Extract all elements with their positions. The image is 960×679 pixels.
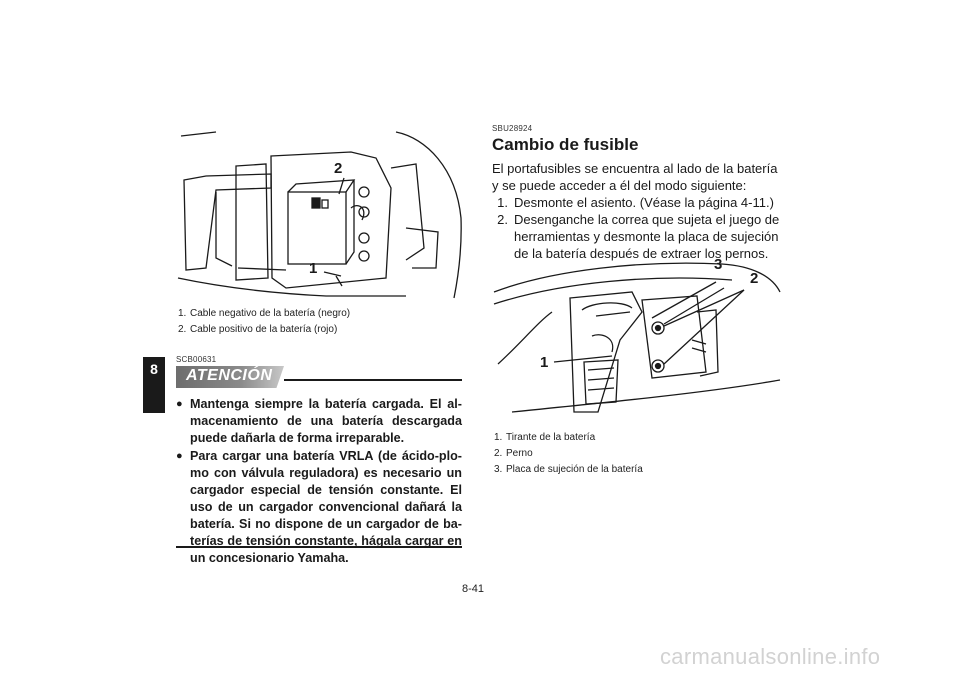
warning-code: SCB00631: [176, 355, 217, 364]
figure2-callout-1: 1: [540, 354, 549, 371]
caption-item: 2. Cable positivo de la batería (rojo): [178, 324, 338, 335]
section-code: SBU28924: [492, 124, 533, 133]
warning-banner: [176, 366, 284, 388]
caption-item: 3. Placa de sujeción de la batería: [494, 464, 643, 475]
figure1-captions: [178, 306, 350, 338]
chapter-tab: 8: [143, 357, 165, 413]
battery-plate-illustration: [492, 252, 782, 422]
caption-item: 2. Perno: [494, 448, 533, 459]
caption-item: 1. Tirante de la batería: [494, 432, 596, 443]
figure1-callout-1: 1: [309, 260, 318, 277]
step-item: 1. Desmonte el asiento. (Véase la página 4-11.): [497, 195, 774, 210]
warning-item: ● Mantenga siempre la batería cargada. El al-macenamiento de una batería descargada puede dañarla de forma irreparable.: [176, 397, 462, 445]
bullet-icon: ●: [176, 398, 183, 410]
warning-title: ATENCIÓN: [186, 367, 273, 384]
warning-block: [176, 355, 462, 568]
warning-item: ● Para cargar una batería VRLA (de ácido-plo-mo con válvula reguladora) es necesario un cargador especial de tensión constante. El uso de un cargador convencional dañará la batería. Si no dispone de un cargador de ba-terías de tensión constante, hágala cargar en un concesionario Yamaha.: [176, 449, 462, 565]
warning-rule-bottom: [176, 546, 462, 548]
warning-list: [176, 396, 462, 567]
section-intro: El portafusibles se encuentra al lado de la batería y se puede acceder a él del modo siguiente:: [492, 161, 778, 193]
battery-illustration: [176, 128, 464, 302]
figure2-callout-3: 3: [714, 256, 723, 273]
warning-rule: [284, 379, 462, 381]
figure2-callout-2: 2: [750, 270, 759, 287]
right-column: [492, 124, 780, 262]
figure1-callout-2: 2: [334, 160, 343, 177]
figure2-captions: [494, 430, 643, 478]
caption-item: 1. Cable negativo de la batería (negro): [178, 308, 351, 319]
bullet-icon: ●: [176, 450, 183, 462]
page-number: 8-41: [462, 583, 485, 595]
section-title: Cambio de fusible: [492, 135, 639, 154]
watermark: carmanualsonline.info: [660, 644, 881, 669]
step-item: 2. Desenganche la correa que sujeta el juego de herramientas y desmonte la placa de sujeción de la batería después de extraer los pernos.: [497, 212, 780, 261]
